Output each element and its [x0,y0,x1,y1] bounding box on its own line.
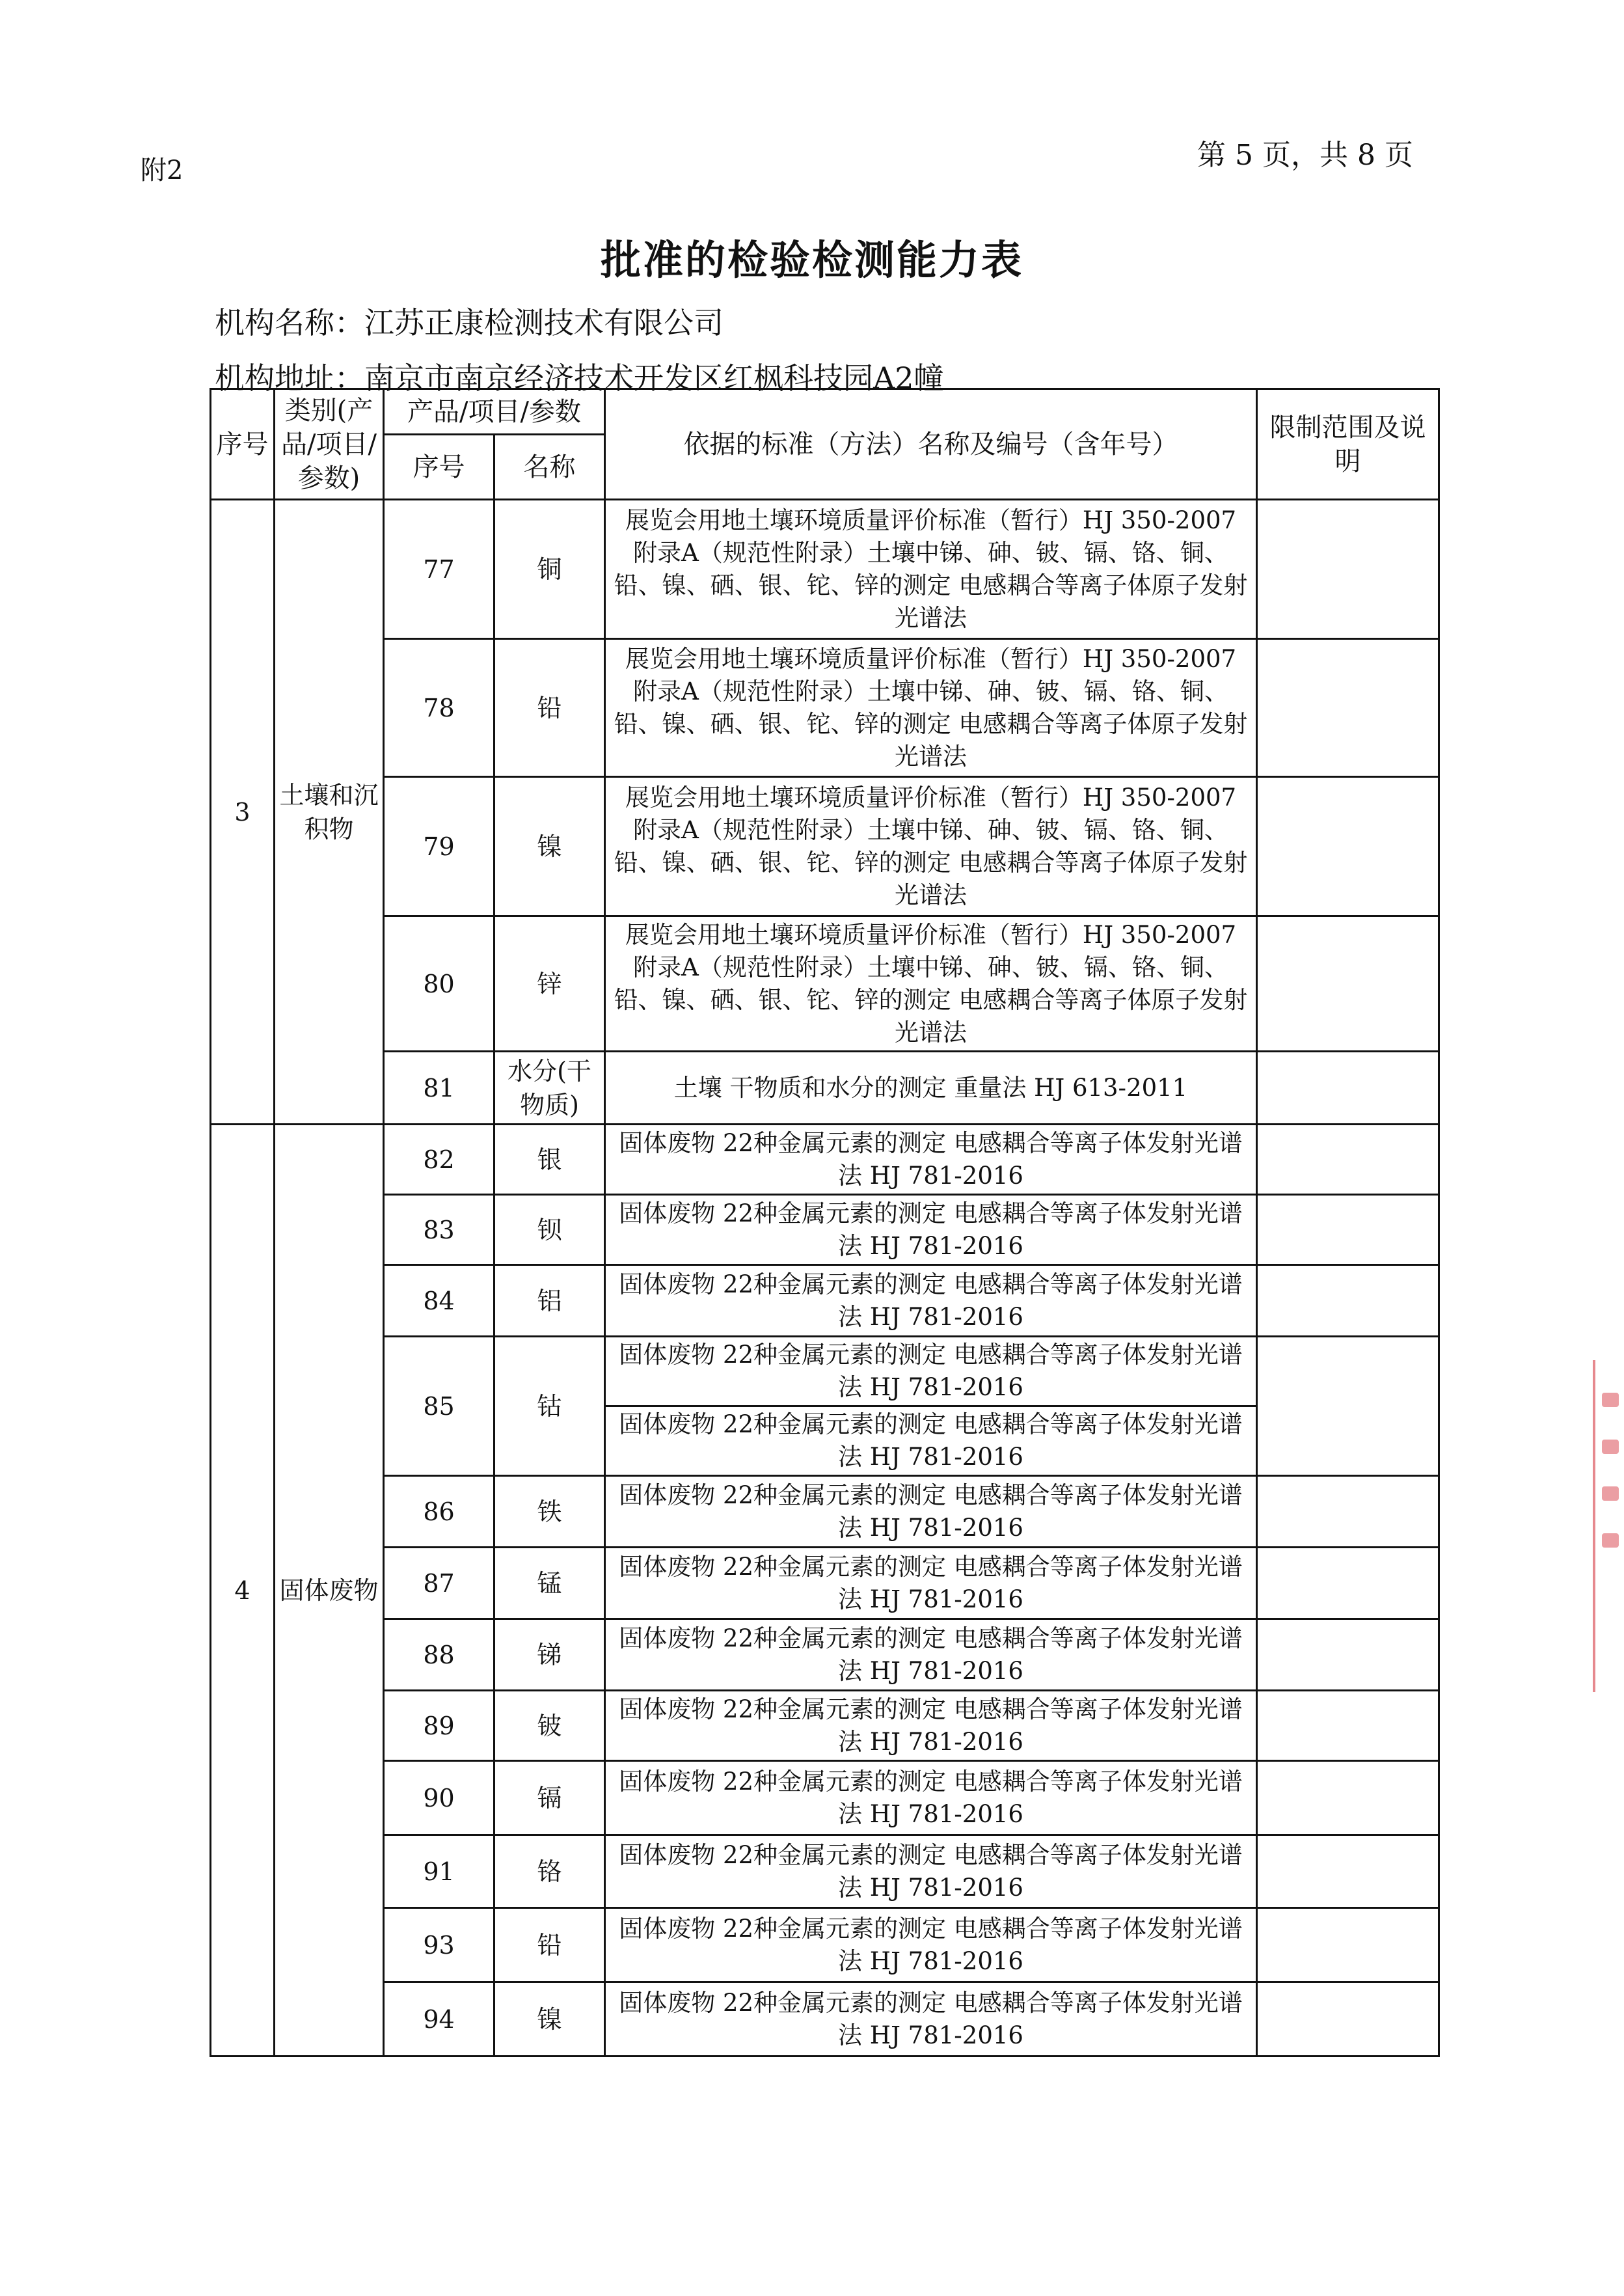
table-row [211,1548,1439,1619]
table-row [211,1619,1439,1691]
item-standard: 固体废物 22种金属元素的测定 电感耦合等离子体发射光谱法 HJ 781-2016 [605,1761,1257,1835]
item-seq: 78 [384,639,494,777]
item-limit [1257,916,1439,1052]
item-name: 镍 [494,1982,605,2057]
item-standard: 展览会用地土壤环境质量评价标准（暂行）HJ 350-2007 附录A（规范性附录）土壤中锑、砷、铍、镉、铬、铜、铅、镍、硒、银、铊、锌的测定 电感耦合等离子体原子发射光谱法 [605,639,1257,777]
org-address: 机构地址：南京市南京经济技术开发区红枫科技园A2幢 [215,361,944,396]
item-limit [1257,1835,1439,1908]
item-seq: 91 [384,1835,494,1908]
item-name: 铁 [494,1476,605,1548]
item-limit [1257,1908,1439,1982]
group-category: 固体废物 [275,1125,384,2057]
item-seq: 90 [384,1761,494,1835]
item-standard: 固体废物 22种金属元素的测定 电感耦合等离子体发射光谱法 HJ 781-2016 [605,1195,1257,1265]
item-seq: 80 [384,916,494,1052]
item-limit [1257,1125,1439,1195]
item-name: 银 [494,1125,605,1195]
item-name: 钡 [494,1195,605,1265]
header-sub-seq: 序号 [384,435,494,500]
item-seq: 81 [384,1052,494,1125]
item-limit [1257,1337,1439,1476]
item-seq: 86 [384,1476,494,1548]
item-seq: 77 [384,500,494,639]
item-name: 铅 [494,639,605,777]
table-row [211,1337,1439,1406]
item-standard: 展览会用地土壤环境质量评价标准（暂行）HJ 350-2007 附录A（规范性附录）土壤中锑、砷、铍、镉、铬、铜、铅、镍、硒、银、铊、锌的测定 电感耦合等离子体原子发射光谱法 [605,777,1257,916]
item-seq: 89 [384,1691,494,1761]
item-limit [1257,1476,1439,1548]
item-name: 钴 [494,1337,605,1476]
item-standard: 固体废物 22种金属元素的测定 电感耦合等离子体发射光谱法 HJ 781-2016 [605,1125,1257,1195]
header-category: 类别(产品/项目/参数) [275,389,384,500]
group-seq: 3 [211,500,275,1125]
header-seq: 序号 [211,389,275,500]
item-limit [1257,1265,1439,1337]
item-standard: 固体废物 22种金属元素的测定 电感耦合等离子体发射光谱法 HJ 781-2016 [605,1548,1257,1619]
table-row [211,1691,1439,1761]
item-standard-extra: 固体废物 22种金属元素的测定 电感耦合等离子体发射光谱法 HJ 781-2016 [605,1406,1257,1476]
item-standard: 固体废物 22种金属元素的测定 电感耦合等离子体发射光谱法 HJ 781-2016 [605,1908,1257,1982]
header-product-group: 产品/项目/参数 [384,389,605,435]
table-row [211,1052,1439,1125]
item-seq: 84 [384,1265,494,1337]
page-number: 第 5 页，共 8 页 [1197,139,1413,172]
item-name: 镍 [494,777,605,916]
header-sub-name: 名称 [494,435,605,500]
item-standard: 固体废物 22种金属元素的测定 电感耦合等离子体发射光谱法 HJ 781-2016 [605,1476,1257,1548]
table-row [211,1908,1439,1982]
group-seq: 4 [211,1125,275,2057]
item-standard: 展览会用地土壤环境质量评价标准（暂行）HJ 350-2007 附录A（规范性附录）土壤中锑、砷、铍、镉、铬、铜、铅、镍、硒、银、铊、锌的测定 电感耦合等离子体原子发射光谱法 [605,500,1257,639]
item-seq: 88 [384,1619,494,1691]
item-name: 铍 [494,1691,605,1761]
item-limit [1257,500,1439,639]
item-limit [1257,1691,1439,1761]
item-limit [1257,639,1439,777]
table-row [211,1835,1439,1908]
item-name: 铅 [494,1908,605,1982]
table-row [211,1125,1439,1195]
capability-table [210,388,1440,2057]
item-seq: 85 [384,1337,494,1476]
item-standard: 固体废物 22种金属元素的测定 电感耦合等离子体发射光谱法 HJ 781-2016 [605,1265,1257,1337]
header-limit: 限制范围及说明 [1257,389,1439,500]
org-name: 机构名称：江苏正康检测技术有限公司 [215,305,724,340]
item-limit [1257,1982,1439,2057]
red-seal-stamp [1593,1360,1624,1692]
item-standard: 土壤 干物质和水分的测定 重量法 HJ 613-2011 [605,1052,1257,1125]
item-limit [1257,777,1439,916]
item-limit [1257,1619,1439,1691]
item-name: 铝 [494,1265,605,1337]
item-seq: 83 [384,1195,494,1265]
item-limit [1257,1548,1439,1619]
item-limit [1257,1761,1439,1835]
table-row [211,916,1439,1052]
item-seq: 87 [384,1548,494,1619]
item-name: 铬 [494,1835,605,1908]
item-standard: 展览会用地土壤环境质量评价标准（暂行）HJ 350-2007 附录A（规范性附录）土壤中锑、砷、铍、镉、铬、铜、铅、镍、硒、银、铊、锌的测定 电感耦合等离子体原子发射光谱法 [605,916,1257,1052]
item-name: 镉 [494,1761,605,1835]
item-name: 锰 [494,1548,605,1619]
attachment-label: 附2 [141,156,183,185]
table-row [211,500,1439,639]
item-name: 锌 [494,916,605,1052]
page-title: 批准的检验检测能力表 [600,236,1023,284]
item-standard: 固体废物 22种金属元素的测定 电感耦合等离子体发射光谱法 HJ 781-2016 [605,1982,1257,2057]
item-seq: 82 [384,1125,494,1195]
table-row [211,1476,1439,1548]
table-row [211,1761,1439,1835]
item-name: 水分(干物质) [494,1052,605,1125]
item-seq: 94 [384,1982,494,2057]
table-row [211,1982,1439,2057]
item-seq: 93 [384,1908,494,1982]
item-limit [1257,1052,1439,1125]
table-row [211,1265,1439,1337]
group-category: 土壤和沉积物 [275,500,384,1125]
item-standard: 固体废物 22种金属元素的测定 电感耦合等离子体发射光谱法 HJ 781-2016 [605,1835,1257,1908]
header-standard: 依据的标准（方法）名称及编号（含年号） [605,389,1257,500]
table-row [211,1195,1439,1265]
item-standard: 固体废物 22种金属元素的测定 电感耦合等离子体发射光谱法 HJ 781-2016 [605,1337,1257,1406]
item-standard: 固体废物 22种金属元素的测定 电感耦合等离子体发射光谱法 HJ 781-2016 [605,1619,1257,1691]
table-row [211,777,1439,916]
item-standard: 固体废物 22种金属元素的测定 电感耦合等离子体发射光谱法 HJ 781-2016 [605,1691,1257,1761]
item-name: 锑 [494,1619,605,1691]
table-row [211,639,1439,777]
item-limit [1257,1195,1439,1265]
item-seq: 79 [384,777,494,916]
item-name: 铜 [494,500,605,639]
